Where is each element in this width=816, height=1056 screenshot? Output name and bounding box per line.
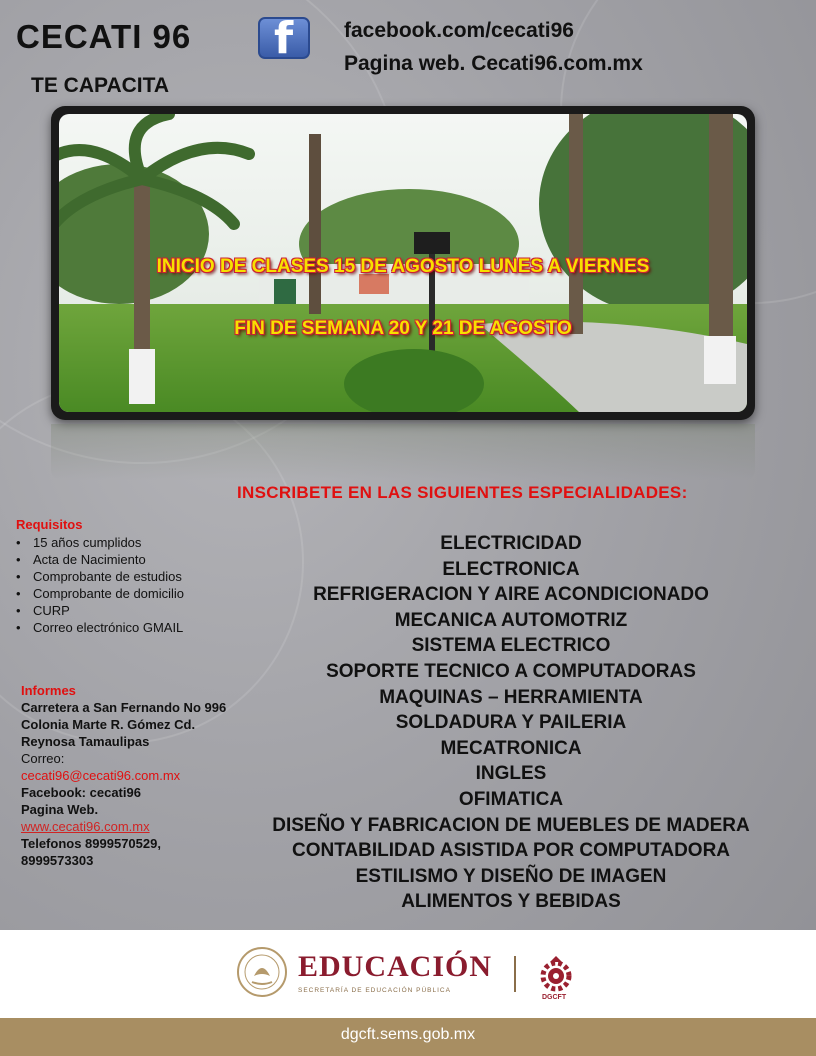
specialties-list xyxy=(228,531,794,915)
requirement-item: • Acta de Nacimiento xyxy=(16,551,228,568)
requirement-item: • 15 años cumplidos xyxy=(16,534,228,551)
specialty-item: ELECTRICIDAD xyxy=(440,533,582,554)
dgcft-label: DGCFT xyxy=(542,994,567,1001)
specialty-item: ALIMENTOS Y BEBIDAS xyxy=(401,891,621,913)
email-link[interactable]: cecati96@cecati96.com.mx xyxy=(21,768,181,783)
education-subtitle: SECRETARÍA DE EDUCACIÓN PÚBLICA xyxy=(298,987,451,994)
page-subtitle: TE CAPACITA xyxy=(31,74,170,97)
specialty-item: MAQUINAS – HERRAMIENTA xyxy=(379,686,643,708)
specialty-item: REFRIGERACION Y AIRE ACONDICIONADO xyxy=(313,584,709,606)
weekend-start-banner: FIN DE SEMANA 20 Y 21 DE AGOSTO xyxy=(234,318,572,339)
facebook-info: Facebook: cecati96 xyxy=(21,785,141,800)
specialty-item: SOPORTE TECNICO A COMPUTADORAS xyxy=(326,660,696,682)
address: Carretera a San Fernando No 996 Colonia Marte R. Gómez Cd. Reynosa Tamaulipas xyxy=(21,700,227,749)
class-start-banner: INICIO DE CLASES 15 DE AGOSTO LUNES A VIERNES xyxy=(156,256,650,277)
enroll-heading: INSCRIBETE EN LAS SIGUIENTES ESPECIALIDADES: xyxy=(237,483,688,502)
requirement-item: • Comprobante de estudios xyxy=(16,568,228,585)
footer-url[interactable]: dgcft.sems.gob.mx xyxy=(340,1026,476,1043)
logo-divider xyxy=(514,956,516,992)
requirements-list xyxy=(16,534,228,636)
web-link[interactable]: www.cecati96.com.mx xyxy=(21,819,150,834)
contact-info xyxy=(21,682,231,869)
facebook-link[interactable]: facebook.com/cecati96 xyxy=(344,19,574,42)
facebook-icon[interactable]: f xyxy=(258,17,310,59)
specialty-item: INGLES xyxy=(475,763,547,785)
website-link[interactable]: Pagina web. Cecati96.com.mx xyxy=(344,52,643,75)
dgcft-gear-icon xyxy=(536,954,576,994)
education-wordmark: EDUCACIÓN xyxy=(298,950,493,983)
requirement-item: • CURP xyxy=(16,602,228,619)
specialty-item: MECANICA AUTOMOTRIZ xyxy=(394,609,628,631)
requirement-item: • Comprobante de domicilio xyxy=(16,585,228,602)
phone-numbers: Telefonos 8999570529, 8999573303 xyxy=(21,836,161,868)
specialty-item: MECATRONICA xyxy=(440,737,582,759)
specialty-item: ESTILISMO Y DISEÑO DE IMAGEN xyxy=(355,865,667,887)
specialty-item: SISTEMA ELECTRICO xyxy=(411,635,611,657)
web-label: Pagina Web. xyxy=(21,802,99,817)
specialty-item: ELECTRONICA xyxy=(442,558,580,580)
page-title: CECATI 96 xyxy=(16,18,192,55)
specialty-item: CONTABILIDAD ASISTIDA POR COMPUTADORA xyxy=(291,840,731,862)
specialty-item: SOLDADURA Y PAILERIA xyxy=(395,712,627,734)
specialty-item: DISEÑO Y FABRICACION DE MUEBLES DE MADERA xyxy=(272,814,750,836)
requirements-title: Requisitos xyxy=(16,517,83,532)
requirement-item: • Correo electrónico GMAIL xyxy=(16,619,228,636)
email-label: Correo: xyxy=(21,751,65,766)
info-title: Informes xyxy=(21,683,76,698)
photo-reflection xyxy=(51,424,755,480)
mexico-seal-icon xyxy=(236,946,288,998)
specialty-item: OFIMATICA xyxy=(458,788,564,810)
